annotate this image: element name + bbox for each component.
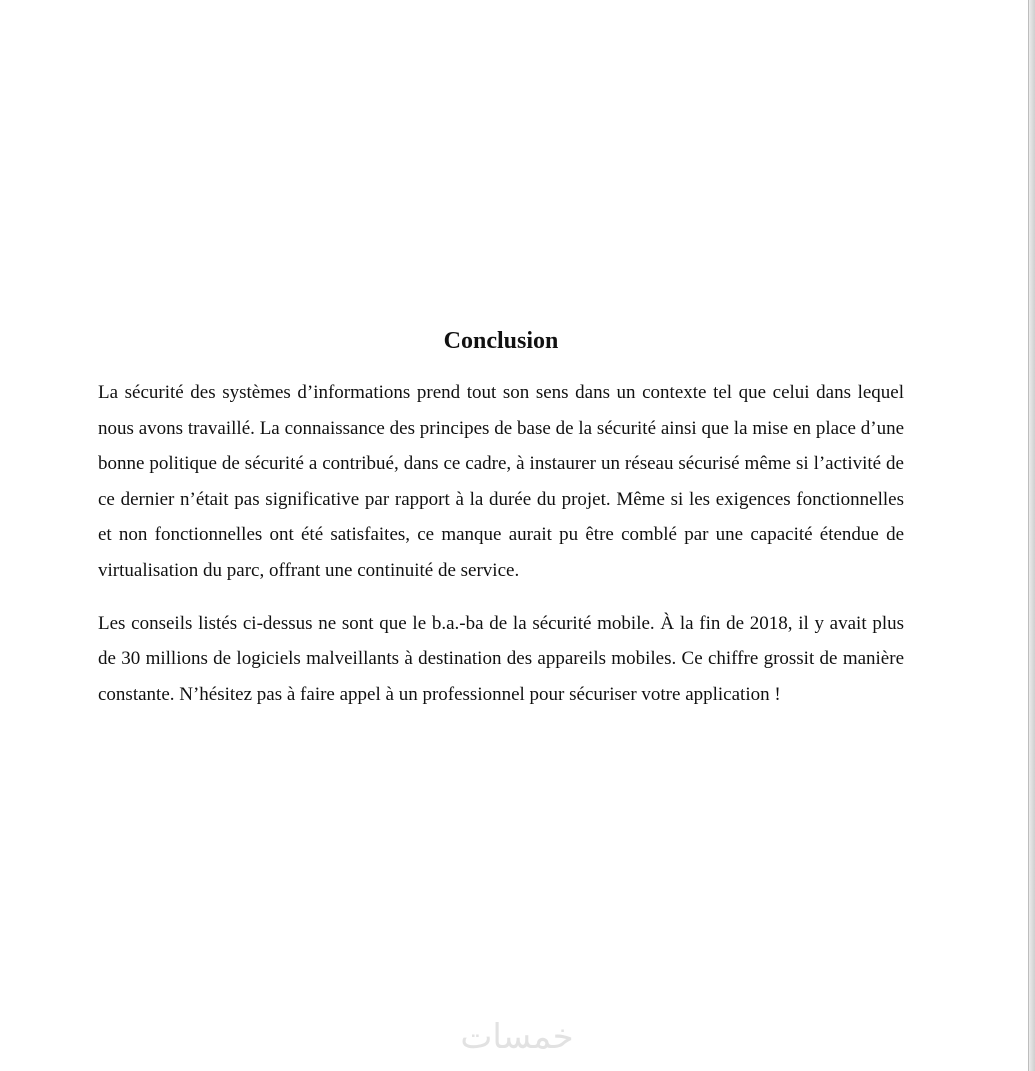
page-title: Conclusion — [443, 328, 559, 354]
page-edge — [1028, 0, 1035, 1071]
paragraph-2: Les conseils listés ci-dessus ne sont que le b.a.-ba de la sécurité mobile. À la fin de 2018, il y avait plus de 30 millions de logiciels malveillants à destination des appareils mobiles. Ce chiffre grossit de manière constante. N’hésitez pas à faire appel à un professionnel pour sécuriser votre application ! — [98, 612, 904, 705]
paragraph-1: La sécurité des systèmes d’informations prend tout son sens dans un contexte tel que celui dans lequel nous avons travaillé. La connaissance des principes de base de la sécurité ainsi que la mise en place d’une bonne politique de sécurité a contribué, dans ce cadre, à instaurer un réseau sécurisé même si l’activité de ce dernier n’était pas significative par rapport à la durée du projet. Même si les exigences fonctionnelles et non fonctionnelles ont été satisfaites, ce manque aurait pu être comblé par une capacité étendue de virtualisation du parc, offrant une continuité de service. — [98, 382, 904, 581]
watermark-logo: خمسات — [460, 1017, 574, 1057]
document-content — [98, 325, 904, 712]
